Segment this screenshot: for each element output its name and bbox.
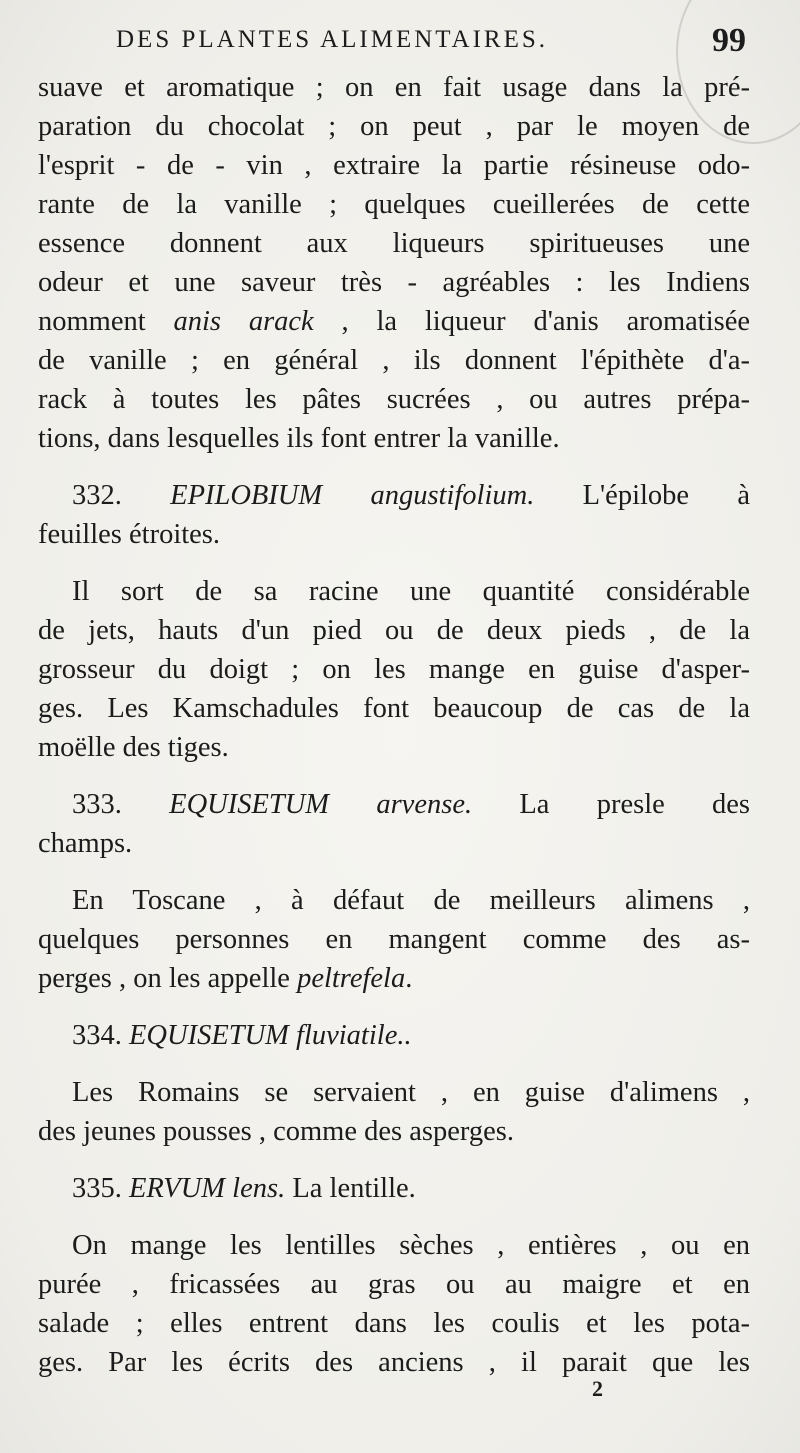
italic-term: peltrefela	[297, 963, 406, 994]
species-name: angustifolium.	[370, 480, 535, 511]
text-line: On mange les lentilles sèches , entières , ou en	[72, 1230, 750, 1261]
species-name: fluviatile..	[296, 1020, 412, 1051]
genus-name: EQUISETUM	[129, 1020, 289, 1051]
text-line: purée , fricassées au gras ou au maigre et en	[38, 1269, 750, 1300]
paragraph-333	[38, 881, 750, 998]
text-line	[38, 785, 750, 824]
entry-number: 334.	[72, 1020, 122, 1051]
text-line: En Toscane , à défaut de meilleurs alimens ,	[72, 885, 750, 916]
common-name: La presle des	[519, 789, 751, 820]
italic-term: anis arack	[173, 306, 314, 337]
text-line: paration du chocolat ; on peut , par le moyen de	[38, 111, 750, 142]
text-line	[38, 476, 750, 515]
text-fragment: nomment	[38, 306, 146, 337]
entry-heading-334	[38, 1016, 750, 1055]
text-fragment: .	[405, 963, 413, 994]
running-title: DES PLANTES ALIMENTAIRES.	[116, 26, 549, 53]
paragraph-335	[38, 1226, 750, 1382]
text-line: quelques personnes en mangent comme des as-	[38, 924, 750, 955]
entry-heading-333	[38, 785, 750, 863]
paragraph-vanilla	[38, 68, 750, 458]
text-line: grosseur du doigt ; on les mange en guise d'asper-	[38, 654, 750, 685]
text-fragment: perges , on les appelle	[38, 963, 290, 994]
text-line: odeur et une saveur très - agréables : les Indiens	[38, 267, 750, 298]
text-line: l'esprit - de - vin , extraire la partie résineuse odo-	[38, 150, 750, 181]
text-line	[38, 302, 750, 341]
text-line: Les Romains se servaient , en guise d'alimens ,	[72, 1077, 750, 1108]
text-line: essence donnent aux liqueurs spiritueuses une	[38, 228, 750, 259]
text-line	[38, 1169, 750, 1208]
text-line: feuilles étroites.	[38, 519, 221, 550]
genus-name: EPILOBIUM	[170, 480, 323, 511]
text-line: ges. Par les écrits des anciens , il parait que les	[38, 1347, 750, 1378]
text-line: salade ; elles entrent dans les coulis et les pota-	[38, 1308, 750, 1339]
text-line: Il sort de sa racine une quantité considérable	[72, 576, 750, 607]
signature-mark: 2	[592, 1376, 603, 1401]
text-line	[38, 1016, 750, 1055]
text-line	[38, 959, 750, 998]
genus-name: ERVUM	[129, 1173, 226, 1204]
entry-heading-332	[38, 476, 750, 554]
text-fragment: , la liqueur d'anis aromatisée	[341, 306, 750, 337]
entry-number: 335.	[72, 1173, 122, 1204]
text-line: tions, dans lesquelles ils font entrer la vanille.	[38, 423, 560, 454]
genus-name: EQUISETUM	[169, 789, 330, 820]
species-name: arvense.	[376, 789, 473, 820]
text-line: de vanille ; en général , ils donnent l'épithète d'a-	[38, 345, 750, 376]
paragraph-332	[38, 572, 750, 767]
common-name: L'épilobe à	[582, 480, 750, 511]
text-line: moëlle des tiges.	[38, 732, 229, 763]
common-name: La lentille.	[292, 1173, 416, 1204]
species-name: lens.	[232, 1173, 286, 1204]
text-line: suave et aromatique ; on en fait usage dans la pré-	[38, 72, 750, 103]
text-line: de jets, hauts d'un pied ou de deux pieds , de la	[38, 615, 750, 646]
page-body	[38, 68, 750, 1382]
text-line: ges. Les Kamschadules font beaucoup de cas de la	[38, 693, 750, 724]
entry-number: 333.	[72, 789, 122, 820]
paragraph-334	[38, 1073, 750, 1151]
text-line: rante de la vanille ; quelques cueillerées de cette	[38, 189, 750, 220]
entry-heading-335	[38, 1169, 750, 1208]
page-number: 99	[712, 22, 746, 59]
text-line: champs.	[38, 828, 133, 859]
text-line: des jeunes pousses , comme des asperges.	[38, 1116, 514, 1147]
entry-number: 332.	[72, 480, 122, 511]
text-line: rack à toutes les pâtes sucrées , ou autres prépa-	[38, 384, 750, 415]
